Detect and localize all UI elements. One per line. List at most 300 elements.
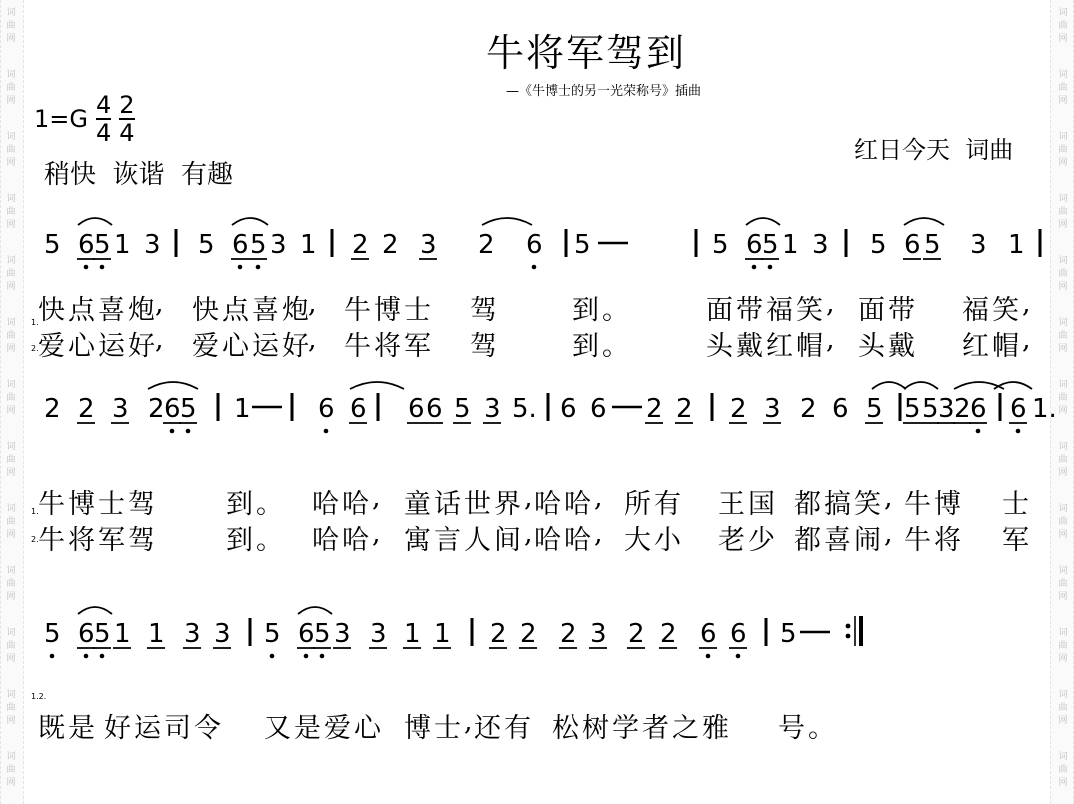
watermark-char: 词 — [6, 132, 16, 142]
note-number: 2 — [628, 619, 645, 649]
lyric-char: 界 — [494, 489, 521, 520]
watermark-char: 网 — [6, 778, 16, 788]
note-number: 3 — [764, 394, 781, 424]
low-octave-dot — [170, 429, 175, 434]
lyric-char: 好 — [104, 713, 131, 744]
lyric-char: 将 — [68, 525, 95, 556]
lyric-char: 哈 — [564, 525, 591, 556]
lyric-char: 到 — [226, 525, 253, 556]
lyric-char: 帽 — [992, 331, 1019, 362]
note-number: 6 — [1010, 394, 1027, 424]
lyric-char: 喜 — [824, 525, 851, 556]
lyric-char: , — [524, 518, 533, 549]
note-number: 1 — [434, 619, 451, 649]
lyric-char: 运 — [134, 713, 161, 744]
verse-marker-1: 1. — [31, 507, 39, 516]
lyric-char: 是 — [68, 713, 95, 744]
lyric-char: 炮 — [282, 295, 309, 326]
key-signature — [34, 92, 135, 146]
lyric-char: 将 — [934, 525, 961, 556]
note-number: 5 — [870, 230, 887, 260]
lyric-char: 喜 — [98, 295, 125, 326]
note-number: 1 — [234, 394, 251, 424]
watermark-char: 词 — [6, 380, 16, 390]
low-octave-dot — [270, 654, 275, 659]
watermark-char: 曲 — [1058, 765, 1068, 775]
note-number: 1. — [1032, 394, 1057, 424]
lyric-char: 既 — [38, 713, 65, 744]
lyric-char: 哈 — [312, 525, 339, 556]
lyric-char: 哈 — [342, 489, 369, 520]
watermark-char: 曲 — [6, 83, 16, 93]
lyric-char: 话 — [434, 489, 461, 520]
watermark-char: 曲 — [6, 145, 16, 155]
composer-credit: 红日今天 词曲 — [854, 136, 1014, 164]
slur-arc — [78, 218, 112, 225]
note-number: 6 — [78, 230, 95, 260]
repeat-dot — [846, 624, 851, 629]
note-number: 3 — [214, 619, 231, 649]
lyric-char: 牛 — [904, 525, 931, 556]
lyric-char: 头 — [706, 331, 733, 362]
note-number: 5 — [454, 394, 471, 424]
watermark-char: 词 — [1058, 380, 1068, 390]
lyric-char: 点 — [68, 295, 95, 326]
watermark-char: 词 — [1058, 194, 1068, 204]
watermark-char: 词 — [6, 628, 16, 638]
watermark-char: 曲 — [1058, 207, 1068, 217]
lyric-char: 到 — [572, 331, 599, 362]
note-number: 5 — [574, 230, 591, 260]
note-number: 3 — [812, 230, 829, 260]
note-number: 2 — [520, 619, 537, 649]
note-number: 6 — [426, 394, 443, 424]
low-octave-dot — [238, 265, 243, 270]
lyric-char: 小 — [654, 525, 681, 556]
slur-arc — [904, 218, 944, 225]
lyric-char: 军 — [98, 525, 125, 556]
watermark-char: 曲 — [6, 455, 16, 465]
lyric-char: 好 — [128, 331, 155, 362]
watermark-char: 曲 — [1058, 145, 1068, 155]
watermark-char: 曲 — [1058, 703, 1068, 713]
lyric-char: 戴 — [736, 331, 763, 362]
watermark-char: 词 — [6, 256, 16, 266]
note-number: 6 — [78, 619, 95, 649]
slur-arc — [148, 382, 198, 389]
watermark-char: 曲 — [1058, 517, 1068, 527]
watermark-char: 网 — [6, 716, 16, 726]
note-number: 6 — [232, 230, 249, 260]
lyric-char: 少 — [748, 525, 775, 556]
note-number: 5. — [512, 394, 537, 424]
note-number: 5 — [44, 619, 61, 649]
low-octave-dot — [768, 265, 773, 270]
low-octave-dot — [1016, 429, 1021, 434]
lyric-char: 心 — [354, 713, 381, 744]
note-number: 5 — [94, 619, 111, 649]
slur-arc — [482, 218, 532, 225]
watermark-char: 词 — [6, 752, 16, 762]
low-octave-dot — [976, 429, 981, 434]
watermark-char: 曲 — [6, 765, 16, 775]
lyric-char: , — [308, 288, 317, 319]
lyric-char: 国 — [748, 489, 775, 520]
verse-marker-1: 1. — [31, 318, 39, 327]
lyric-char: , — [1022, 288, 1031, 319]
note-number: 2 — [382, 230, 399, 260]
lyric-char: 博 — [934, 489, 961, 520]
watermark-char: 词 — [6, 8, 16, 18]
lyric-char: 牛 — [38, 489, 65, 520]
note-number: 5 — [866, 394, 883, 424]
note-number: 1 — [114, 230, 131, 260]
watermark-char: 曲 — [6, 641, 16, 651]
note-number: 6 — [526, 230, 543, 260]
lyric-char: 快 — [38, 295, 65, 326]
note-number: 5 — [712, 230, 729, 260]
lyric-char: 军 — [404, 331, 431, 362]
verse-marker-1-2: 1.2. — [31, 692, 47, 701]
lyric-char: 福 — [962, 295, 989, 326]
note-number: 5 — [314, 619, 331, 649]
watermark-char: 词 — [1058, 132, 1068, 142]
lyric-char: 闹 — [854, 525, 881, 556]
lyric-char: 驾 — [470, 331, 497, 362]
watermark-char: 网 — [6, 34, 16, 44]
lyric-char: 红 — [766, 331, 793, 362]
watermark-char: 网 — [1058, 344, 1068, 354]
note-number: 2 — [800, 394, 817, 424]
low-octave-dot — [100, 654, 105, 659]
watermark-char: 曲 — [6, 331, 16, 341]
watermark-char: 网 — [6, 220, 16, 230]
note-number: 6 — [746, 230, 763, 260]
verse-marker-2: 2. — [31, 344, 39, 353]
lyric-char: 都 — [794, 525, 821, 556]
watermark-char: 词 — [1058, 8, 1068, 18]
watermark-char: 网 — [6, 468, 16, 478]
lyric-char: 爱 — [324, 713, 351, 744]
watermark-char: 词 — [1058, 504, 1068, 514]
note-number: 1 — [404, 619, 421, 649]
lyric-char: 士 — [1002, 489, 1029, 520]
lyric-char: 心 — [222, 331, 249, 362]
low-octave-dot — [186, 429, 191, 434]
lyric-char: , — [826, 324, 835, 355]
lyric-char: 还 — [474, 713, 501, 744]
lyric-char: , — [594, 482, 603, 513]
watermark-char: 词 — [6, 318, 16, 328]
slur-arc — [350, 382, 404, 389]
key-label: 1=G — [34, 105, 88, 133]
repeat-dot — [846, 634, 851, 639]
lyric-char: 爱 — [192, 331, 219, 362]
note-number: 3 — [334, 619, 351, 649]
watermark-char: 词 — [1058, 256, 1068, 266]
lyric-char: 是 — [294, 713, 321, 744]
note-number: 5 — [250, 230, 267, 260]
lyric-char: 者 — [642, 713, 669, 744]
note-number: 6 — [832, 394, 849, 424]
lyric-char: 面 — [706, 295, 733, 326]
lyric-char: 之 — [672, 713, 699, 744]
note-number: 3 — [484, 394, 501, 424]
lyric-char: 都 — [794, 489, 821, 520]
watermark-char: 网 — [6, 158, 16, 168]
slur-arc — [994, 382, 1032, 389]
note-number: 5 — [922, 394, 939, 424]
note-number: 2 — [44, 394, 61, 424]
lyric-char: 。 — [808, 713, 835, 744]
watermark-char: 曲 — [6, 579, 16, 589]
note-number: 2 — [478, 230, 495, 260]
note-number: 3 — [270, 230, 287, 260]
lyric-char: 笑 — [796, 295, 823, 326]
lyric-char: 司 — [164, 713, 191, 744]
lyric-char: , — [884, 482, 893, 513]
watermark-char: 曲 — [1058, 331, 1068, 341]
lyric-char: 王 — [718, 489, 745, 520]
lyric-char: 所 — [624, 489, 651, 520]
note-number: 2 — [954, 394, 971, 424]
watermark-char: 词 — [6, 690, 16, 700]
lyric-char: 喜 — [252, 295, 279, 326]
lyric-char: 心 — [68, 331, 95, 362]
note-number: 6 — [350, 394, 367, 424]
lyric-char: , — [826, 288, 835, 319]
lyric-char: , — [155, 288, 164, 319]
note-number: 3 — [184, 619, 201, 649]
lyric-char: 。 — [256, 525, 283, 556]
watermark-char: 词 — [1058, 690, 1068, 700]
lyric-char: , — [308, 324, 317, 355]
lyric-char: 老 — [718, 525, 745, 556]
slur-arc — [954, 382, 1004, 389]
lyric-char: 驾 — [128, 489, 155, 520]
note-number: 2 — [730, 394, 747, 424]
watermark-char: 曲 — [1058, 83, 1068, 93]
lyric-char: 博 — [68, 489, 95, 520]
lyric-char: 有 — [504, 713, 531, 744]
note-number: 2 — [490, 619, 507, 649]
low-octave-dot — [304, 654, 309, 659]
lyric-char: 戴 — [888, 331, 915, 362]
note-number: 5 — [762, 230, 779, 260]
watermark-char: 曲 — [1058, 21, 1068, 31]
lyric-char: 博 — [374, 295, 401, 326]
note-number: 1 — [782, 230, 799, 260]
lyric-char: 笑 — [854, 489, 881, 520]
lyric-char: 带 — [888, 295, 915, 326]
note-number: 2 — [660, 619, 677, 649]
low-octave-dot — [532, 265, 537, 270]
note-number: 6 — [730, 619, 747, 649]
watermark-char: 网 — [1058, 592, 1068, 602]
low-octave-dot — [752, 265, 757, 270]
watermark-char: 网 — [1058, 530, 1068, 540]
lyric-char: 运 — [252, 331, 279, 362]
watermark-char: 曲 — [1058, 579, 1068, 589]
note-number: 1 — [114, 619, 131, 649]
lyric-char: , — [372, 518, 381, 549]
lyric-char: 到 — [572, 295, 599, 326]
lyric-char: 有 — [654, 489, 681, 520]
lyric-char: 爱 — [38, 331, 65, 362]
lyric-char: 雅 — [702, 713, 729, 744]
note-number: 5 — [44, 230, 61, 260]
lyric-char: 。 — [602, 331, 629, 362]
note-number: 5 — [180, 394, 197, 424]
watermark-char: 曲 — [6, 269, 16, 279]
note-number: 3 — [420, 230, 437, 260]
note-number: 2 — [78, 394, 95, 424]
watermark-char: 词 — [6, 504, 16, 514]
low-octave-dot — [84, 654, 89, 659]
watermark-char: 网 — [1058, 34, 1068, 44]
watermark-char: 网 — [6, 344, 16, 354]
note-number: 5 — [94, 230, 111, 260]
watermark-char: 词 — [1058, 752, 1068, 762]
watermark-char: 曲 — [6, 703, 16, 713]
lyric-char: 牛 — [344, 331, 371, 362]
lyric-char: 到 — [226, 489, 253, 520]
lyric-char: 士 — [404, 295, 431, 326]
note-number: 1 — [148, 619, 165, 649]
lyric-char: 红 — [962, 331, 989, 362]
note-number: 6 — [298, 619, 315, 649]
watermark-char: 网 — [1058, 96, 1068, 106]
lyric-char: 大 — [624, 525, 651, 556]
note-number: 6 — [590, 394, 607, 424]
lyric-char: 寓 — [404, 525, 431, 556]
lyric-char: 笑 — [992, 295, 1019, 326]
watermark-char: 词 — [6, 194, 16, 204]
watermark-char: 网 — [1058, 282, 1068, 292]
lyric-char: 哈 — [534, 525, 561, 556]
watermark-char: 网 — [1058, 158, 1068, 168]
watermark-char: 词 — [1058, 442, 1068, 452]
lyric-char: 面 — [858, 295, 885, 326]
note-number: 2 — [676, 394, 693, 424]
note-number: 6 — [408, 394, 425, 424]
watermark-char: 网 — [6, 406, 16, 416]
watermark-char: 词 — [6, 566, 16, 576]
note-number: 3 — [370, 619, 387, 649]
lyric-char: 士 — [434, 713, 461, 744]
lyric-char: 号 — [778, 713, 805, 744]
watermark-char: 曲 — [6, 21, 16, 31]
note-number: 1 — [300, 230, 317, 260]
watermark-char: 词 — [1058, 318, 1068, 328]
watermark-char: 曲 — [1058, 393, 1068, 403]
lyric-char: 搞 — [824, 489, 851, 520]
note-number: 6 — [904, 230, 921, 260]
lyric-char: 军 — [1002, 525, 1029, 556]
watermark-char: 曲 — [6, 207, 16, 217]
lyric-char: 快 — [192, 295, 219, 326]
lyric-char: 博 — [404, 713, 431, 744]
note-number: 6 — [164, 394, 181, 424]
watermark-char: 词 — [6, 442, 16, 452]
note-number: 3 — [112, 394, 129, 424]
lyric-char: 哈 — [564, 489, 591, 520]
note-number: 3 — [590, 619, 607, 649]
watermark-char: 网 — [1058, 654, 1068, 664]
note-number: 6 — [560, 394, 577, 424]
note-number: 3 — [970, 230, 987, 260]
low-octave-dot — [50, 654, 55, 659]
lyric-char: 。 — [256, 489, 283, 520]
note-number: 5 — [904, 394, 921, 424]
note-number: 6 — [970, 394, 987, 424]
note-number: 5 — [198, 230, 215, 260]
watermark-char: 网 — [6, 592, 16, 602]
lyric-char: 言 — [434, 525, 461, 556]
tempo-marking: 稍快 诙谐 有趣 — [44, 160, 234, 190]
lyric-char: 。 — [602, 295, 629, 326]
slur-arc — [746, 218, 780, 225]
verse-marker-2: 2. — [31, 535, 39, 544]
lyric-char: 哈 — [534, 489, 561, 520]
low-octave-dot — [324, 429, 329, 434]
watermark-char: 曲 — [1058, 641, 1068, 651]
watermark-char: 网 — [1058, 220, 1068, 230]
watermark-char: 网 — [6, 530, 16, 540]
lyric-char: 驾 — [470, 295, 497, 326]
lyric-char: 好 — [282, 331, 309, 362]
lyric-char: , — [884, 518, 893, 549]
time-signature-4-4: $\frac{4}{4}$ — [95, 91, 112, 147]
lyric-char: 牛 — [344, 295, 371, 326]
lyric-char: 带 — [736, 295, 763, 326]
lyric-char: 哈 — [312, 489, 339, 520]
low-octave-dot — [706, 654, 711, 659]
lyric-char: , — [1022, 324, 1031, 355]
note-number: 6 — [700, 619, 717, 649]
lyric-char: , — [464, 706, 473, 737]
watermark-char: 词 — [1058, 70, 1068, 80]
lyric-char: 松 — [552, 713, 579, 744]
watermark-char: 网 — [1058, 778, 1068, 788]
note-number: 2 — [560, 619, 577, 649]
watermark-char: 词 — [1058, 628, 1068, 638]
low-octave-dot — [100, 265, 105, 270]
lyric-char: 炮 — [128, 295, 155, 326]
lyric-char: 点 — [222, 295, 249, 326]
slur-arc — [872, 382, 906, 389]
lyric-char: 牛 — [38, 525, 65, 556]
lyric-char: 又 — [264, 713, 291, 744]
lyric-char: 运 — [98, 331, 125, 362]
lyric-char: 间 — [494, 525, 521, 556]
lyric-char: 哈 — [342, 525, 369, 556]
lyric-char: 帽 — [796, 331, 823, 362]
watermark-char: 曲 — [6, 517, 16, 527]
watermark-char: 曲 — [6, 393, 16, 403]
lyric-char: 驾 — [128, 525, 155, 556]
lyric-char: 学 — [612, 713, 639, 744]
watermark-char: 曲 — [1058, 269, 1068, 279]
lyric-char: 人 — [464, 525, 491, 556]
watermark-char: 网 — [1058, 406, 1068, 416]
note-number: 6 — [318, 394, 335, 424]
lyric-char: 将 — [374, 331, 401, 362]
song-title: 牛将军驾到 — [486, 31, 687, 75]
note-number: 5 — [924, 230, 941, 260]
note-number: 2 — [352, 230, 369, 260]
note-number: 5 — [780, 619, 797, 649]
